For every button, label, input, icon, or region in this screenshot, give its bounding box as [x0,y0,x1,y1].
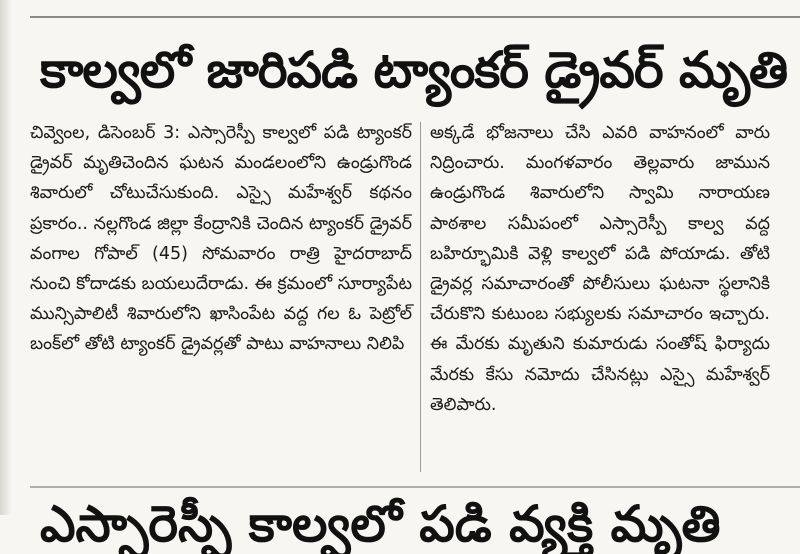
article-column-left [30,118,412,360]
article-body-right: అక్కడే భోజనాలు చేసి ఎవరి వాహనంలో వారు నిద్రించారు. మంగళవారం తెల్లవారు జామున ఉండ్రుగొండ శివారులోని స్వామి నారాయణ పాఠశాల సమీపంలో ఎస్సారెస్పీ కాల్వ వద్ద బహిర్భూమికి వెళ్లి కాల్వలో పడి పోయాడు. తోటి డ్రైవర్ల సమాచారంతో పోలీసులు ఘటనా స్థలానికి చేరుకొని కుటుంబ సభ్యులకు సమాచారం ఇచ్చారు. ఈ మేరకు మృతుని కుమారుడు సంతోష్ ఫిర్యాదు మేరకు కేసు నమోదు చేసినట్లు ఎస్సై మహేశ్వర్ తెలిపారు. [430,123,770,415]
article-headline: కాల్వలో జారిపడి ట్యాంకర్ డ్రైవర్ మృతి [40,41,788,99]
bottom-rule [30,486,800,488]
next-article-headline-cropped [40,490,800,553]
article-body-left: చివ్వెంల, డిసెంబర్ 3: ఎస్సారెస్పీ కాల్వలో పడి ట్యాంకర్ డ్రైవర్ మృతిచెందిన ఘటన మండలంలోని ఉండ్రుగొండ శివారులో చోటుచేసుకుంది. ఎస్సై మహేశ్వర్ కథనం ప్రకారం.. నల్లగొండ జిల్లా కేంద్రానికి చెందిన ట్యాంకర్ డ్రైవర్ వంగాల గోపాల్ (45) సోమవారం రాత్రి హైదరాబాద్ నుంచి కోదాడకు బయలుదేరాడు. ఈ క్రమంలో సూర్యాపేట మున్సిపాలిటీ శివారులోని ఖాసింపేట వద్ద గల ఓ పెట్రోల్ బంక్‌లో తోటి ట్యాంకర్ డ్రైవర్లతో పాటు వాహనాలు నిలిపి [30,123,412,355]
column-divider [420,122,421,472]
top-rule [30,0,800,18]
article-column-right [430,118,770,420]
page-fold-shadow [0,0,12,515]
next-article-headline: ఎస్సారెస్పీ కాల్వలో పడి వ్యక్తి మృతి [40,495,721,553]
